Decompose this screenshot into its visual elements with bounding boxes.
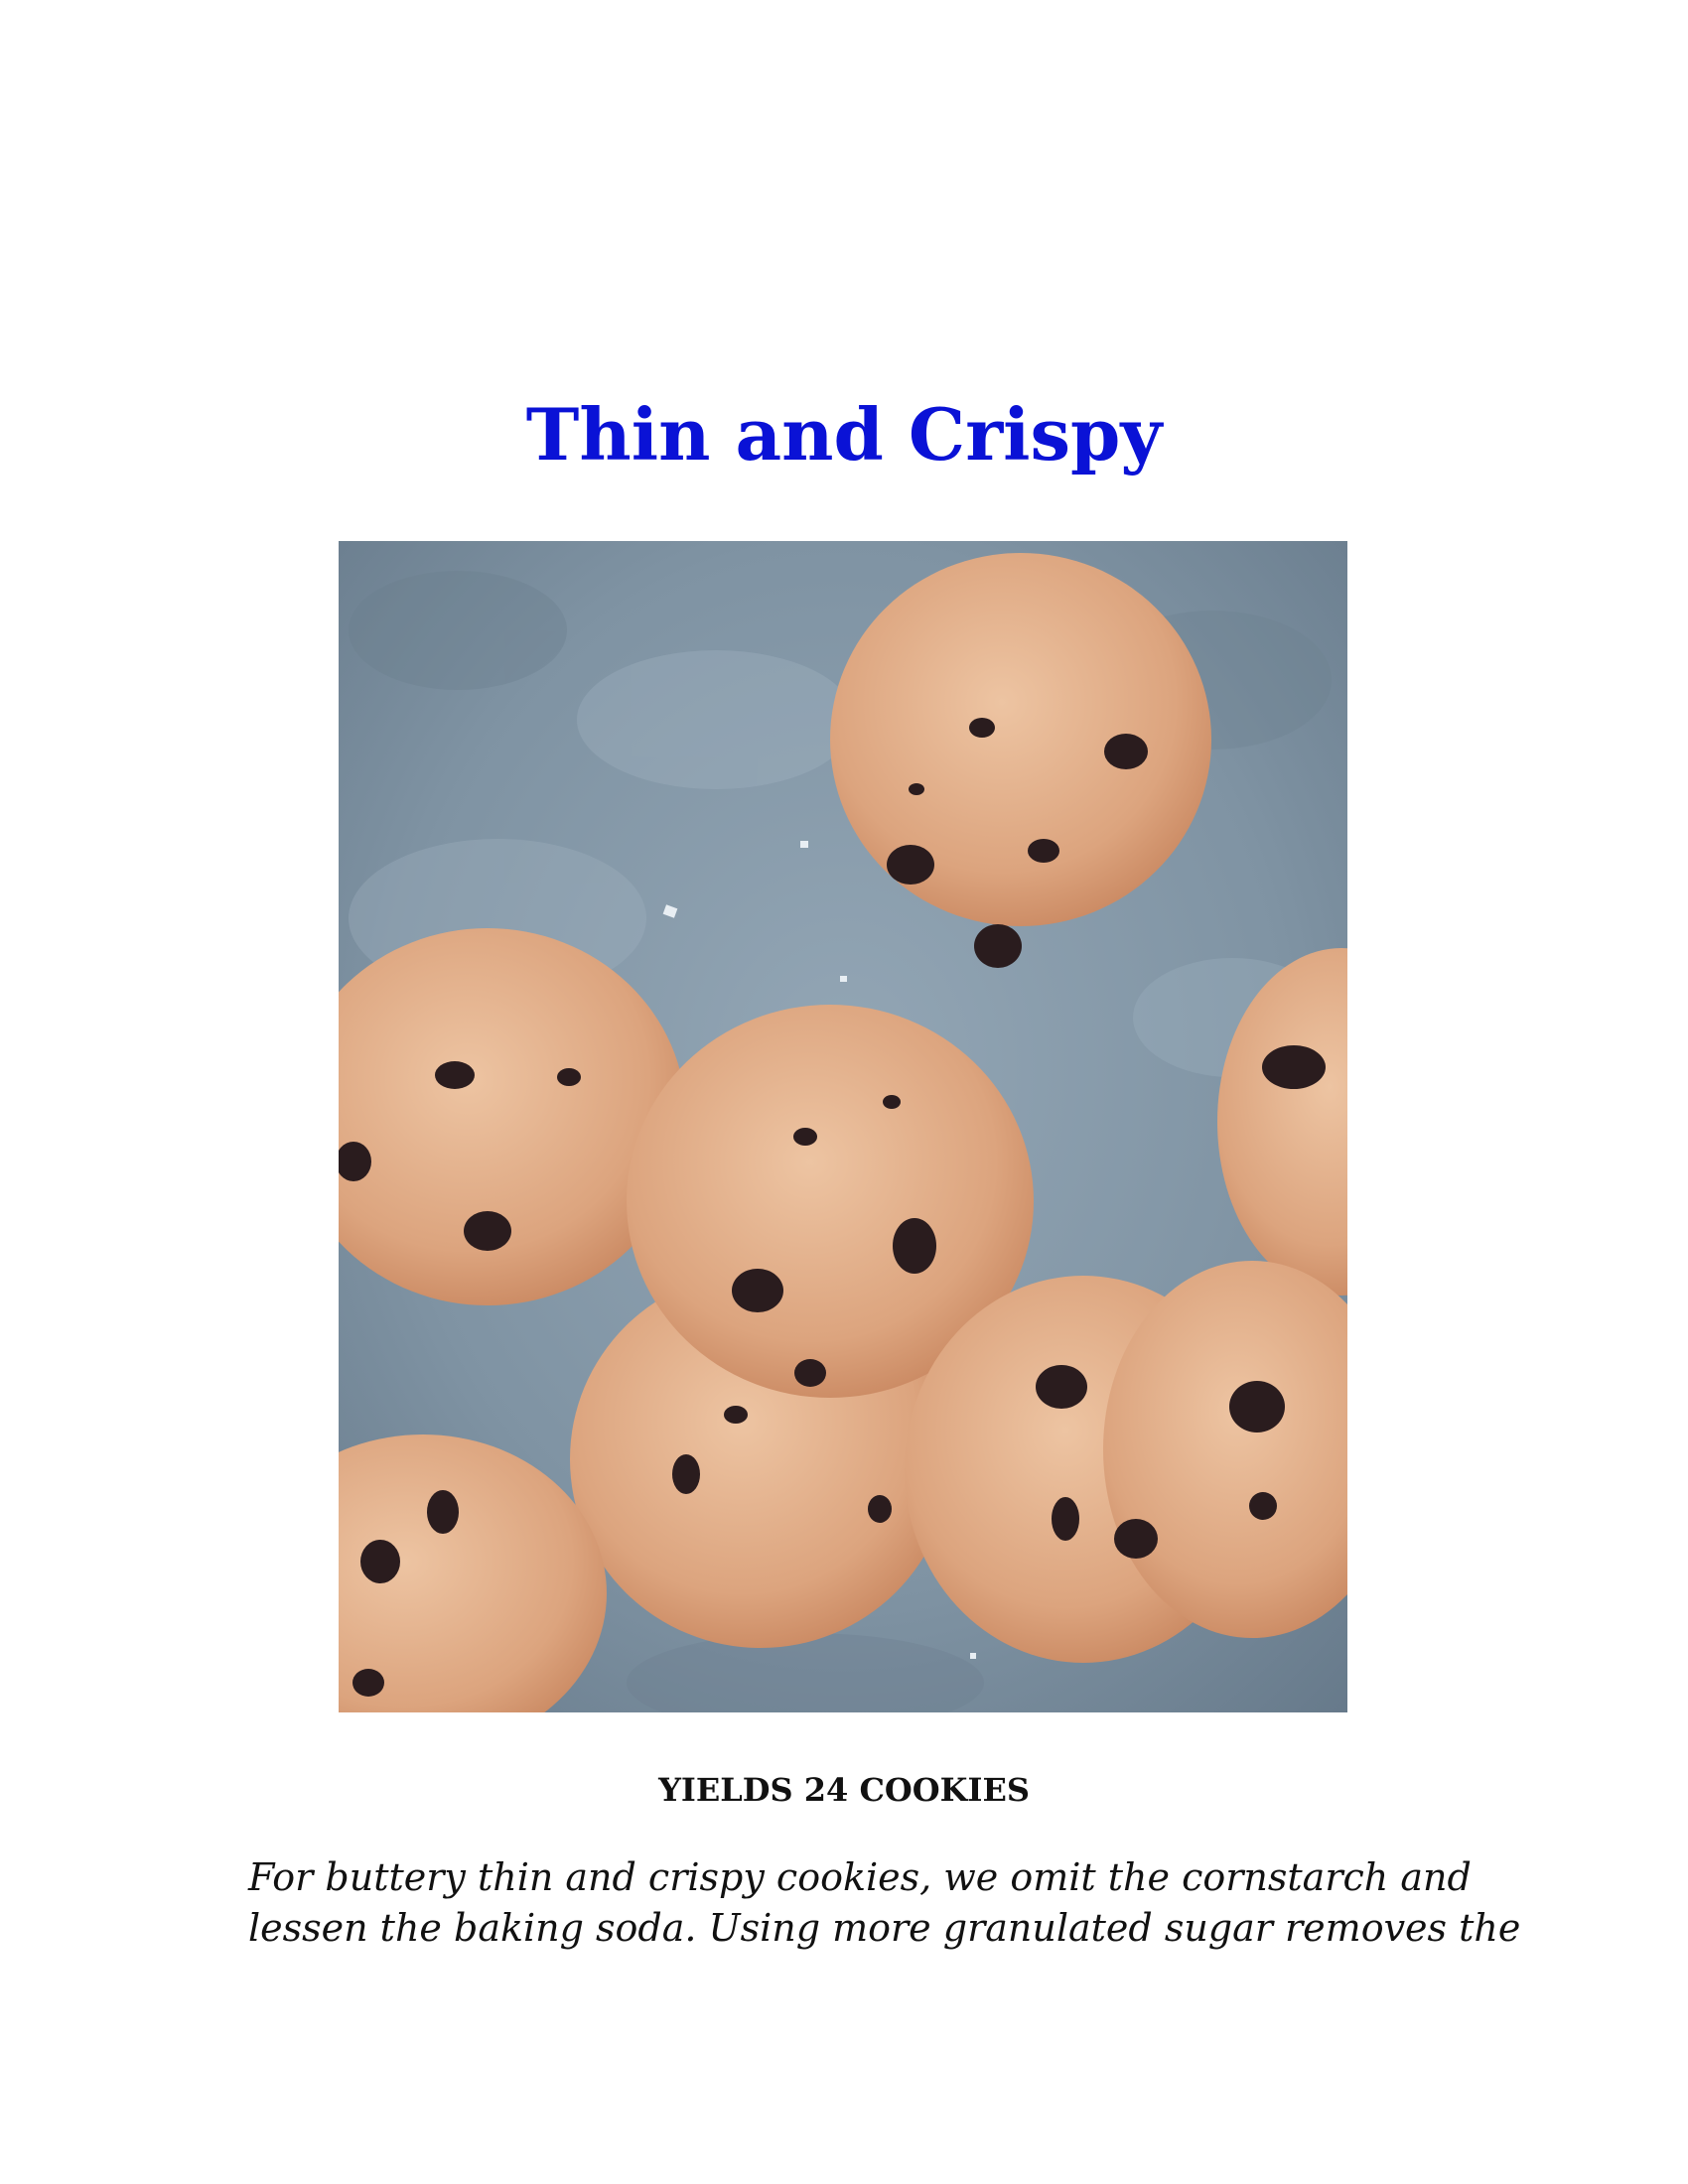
- recipe-intro: [248, 1852, 1521, 1954]
- cookie-bottom-right: [905, 1261, 1347, 1663]
- recipe-title: Thin and Crispy: [525, 392, 1163, 477]
- cookies-photo-illustration: [339, 541, 1347, 1712]
- intro-line: lessen the baking soda. Using more granulated sugar removes the: [248, 1906, 1521, 1950]
- cookies-photo: [339, 541, 1347, 1712]
- yield-label: YIELDS 24 COOKIES: [658, 1771, 1030, 1809]
- intro-line: For buttery thin and crispy cookies, we omit the cornstarch and: [248, 1855, 1472, 1899]
